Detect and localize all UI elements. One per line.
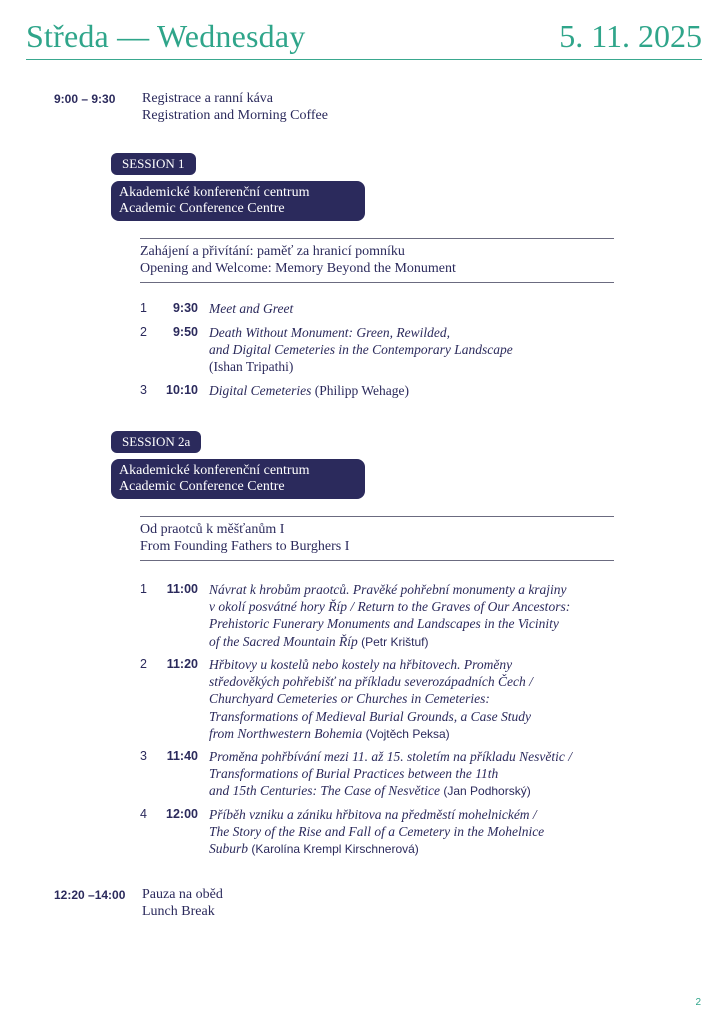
session-1-title (140, 238, 614, 283)
talk-title-line: The Story of the Rise and Fall of a Cemetery in the Mohelnice (209, 824, 545, 840)
session-title-cz: Zahájení a přivítání: paměť za hranicí pomníku (140, 244, 405, 259)
venue-en: Academic Conference Centre (119, 479, 285, 494)
talk-body (209, 382, 609, 399)
talk-time: 12:00 (166, 807, 198, 821)
talk-title-line: Prehistoric Funerary Monuments and Landscapes in the Vicinity (209, 616, 559, 632)
talk-title-line: from Northwestern Bohemia (209, 725, 363, 741)
talk-title-line: Transformations of Medieval Burial Grounds, a Case Study (209, 708, 532, 724)
session-2a-venue (111, 459, 365, 499)
talk-body (209, 324, 609, 376)
talk-title-line: Hřbitovy u kostelů nebo kostely na hřbitovech. Proměny (209, 657, 513, 672)
talk-time: 10:10 (166, 383, 198, 397)
date-heading: 5. 11. 2025 (559, 18, 702, 54)
talk-title-line: Transformations of Burial Practices between the 11th (209, 766, 499, 782)
talk-title-line: Suburb (209, 841, 249, 857)
talk-title-line: v okolí posvátné hory Říp / Return to the Graves of Our Ancestors: (209, 599, 571, 615)
session-2a-title (140, 516, 614, 561)
talk-title-line: Příběh vzniku a zániku hřbitova na předměstí mohelnickém / (209, 807, 537, 822)
talk-time: 11:00 (166, 582, 198, 596)
session-title-en: Opening and Welcome: Memory Beyond the Monument (140, 261, 456, 276)
talk-body (209, 748, 609, 801)
venue-en: Academic Conference Centre (119, 201, 285, 216)
venue-cz: Akademické konferenční centrum (119, 185, 310, 200)
talk-body (209, 656, 609, 743)
talk-body (209, 806, 609, 859)
talk-time: 9:50 (172, 325, 198, 339)
talk-time: 11:20 (166, 657, 198, 671)
talk-number: 2 (140, 657, 147, 671)
session-title-en: From Founding Fathers to Burghers I (140, 539, 350, 554)
talk-title-line: Death Without Monument: Green, Rewilded, (209, 325, 450, 340)
registration-cz: Registrace a ranní káva (142, 91, 273, 106)
talk-author: (Karolína Krempl Kirschnerová) (251, 842, 419, 857)
talk-number: 2 (140, 325, 147, 339)
talk-body (209, 581, 609, 651)
registration-en: Registration and Morning Coffee (142, 108, 328, 123)
day-heading: Středa — Wednesday (26, 18, 306, 54)
page-number: 2 (695, 997, 701, 1008)
lunch-cz: Pauza na oběd (142, 887, 223, 902)
talk-author: (Jan Podhorský) (443, 784, 531, 799)
talk-body (209, 300, 609, 317)
talk-title-line: and 15th Centuries: The Case of Nesvětice (209, 783, 440, 799)
session-2a-badge: SESSION 2a (111, 431, 201, 453)
talk-title-line: Návrat k hrobům praotců. Pravěké pohřební monumenty a krajiny (209, 582, 567, 597)
session-1-badge: SESSION 1 (111, 153, 196, 175)
talk-title-line: středověkých pohřebišť na příkladu severozápadních Čech / (209, 674, 533, 690)
talk-author: (Petr Krištuf) (361, 634, 429, 649)
talk-author: (Ishan Tripathi) (209, 359, 294, 375)
talk-title-line: and Digital Cemeteries in the Contemporary Landscape (209, 342, 513, 358)
registration-text (142, 90, 328, 124)
lunch-time: 12:20 –14:00 (54, 888, 126, 902)
page-header (26, 18, 702, 60)
talk-author: (Philipp Wehage) (314, 383, 410, 398)
talk-time: 9:30 (172, 301, 198, 315)
talk-number: 3 (140, 749, 147, 763)
talk-title-line: of the Sacred Mountain Říp (209, 633, 358, 649)
venue-cz: Akademické konferenční centrum (119, 463, 310, 478)
talk-number: 1 (140, 582, 147, 596)
talk-title-line: Churchyard Cemeteries or Churches in Cemeteries: (209, 691, 490, 707)
talk-number: 1 (140, 301, 147, 315)
talk-time: 11:40 (166, 749, 198, 763)
session-1-venue (111, 181, 365, 221)
talk-title-line: Meet and Greet (209, 301, 294, 316)
registration-time: 9:00 – 9:30 (54, 92, 116, 106)
talk-number: 3 (140, 383, 147, 397)
lunch-text (142, 886, 223, 920)
session-title-cz: Od praotců k měšťanům I (140, 522, 285, 537)
lunch-en: Lunch Break (142, 904, 215, 919)
talk-title-line: Proměna pohřbívání mezi 11. až 15. stoletím na příkladu Nesvětic / (209, 749, 572, 764)
talk-title-line: Digital Cemeteries (209, 383, 312, 398)
talk-number: 4 (140, 807, 147, 821)
talk-author: (Vojtěch Peksa) (365, 726, 450, 741)
